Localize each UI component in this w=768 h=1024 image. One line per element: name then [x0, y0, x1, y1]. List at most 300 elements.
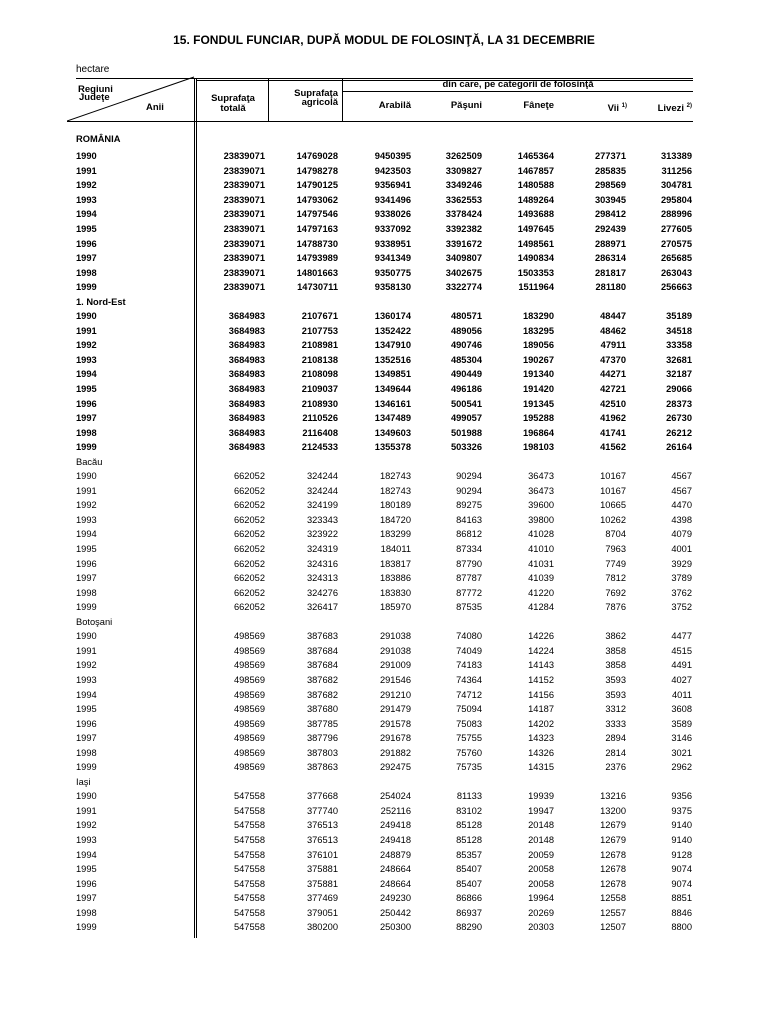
pastures-cell: 74080	[456, 631, 482, 642]
arable-cell: 248879	[379, 849, 411, 860]
arable-cell: 183817	[379, 558, 411, 569]
arable-cell: 249418	[379, 834, 411, 845]
table-row	[76, 513, 692, 528]
agricultural-area-cell: 324199	[306, 500, 338, 511]
total-area-cell: 23839071	[223, 180, 265, 191]
year-cell: 1994	[76, 369, 97, 380]
header-agricultural-line2: agricolă	[301, 97, 338, 108]
orchards-cell: 3752	[671, 602, 692, 613]
table-row	[76, 600, 692, 615]
year-cell: 1990	[76, 791, 97, 802]
hayfields-cell: 198103	[522, 442, 554, 453]
header-orchards	[620, 101, 692, 114]
year-cell: 1998	[76, 747, 97, 758]
vineyards-cell: 3858	[605, 660, 626, 671]
hayfields-cell: 196864	[522, 427, 554, 438]
arable-cell: 1360174	[374, 311, 411, 322]
agricultural-area-cell: 387682	[306, 674, 338, 685]
total-area-cell: 498569	[233, 689, 265, 700]
table-row	[76, 498, 692, 513]
arable-cell: 183830	[379, 587, 411, 598]
hayfields-cell: 1511964	[518, 282, 554, 293]
header-stub-anii: Anii	[146, 102, 164, 113]
vineyards-cell: 281817	[594, 267, 626, 278]
section-header-row	[76, 454, 692, 469]
total-area-cell: 547558	[233, 805, 265, 816]
pastures-cell: 85407	[456, 878, 482, 889]
arable-cell: 291678	[379, 733, 411, 744]
table-row	[76, 644, 692, 659]
hayfields-cell: 191420	[522, 384, 554, 395]
hayfields-cell: 190267	[522, 354, 554, 365]
agricultural-area-cell: 2108098	[301, 369, 338, 380]
orchards-cell: 295804	[660, 194, 692, 205]
table-row	[76, 440, 692, 455]
section-label: 1. Nord-Est	[76, 296, 126, 307]
hayfields-cell: 41031	[528, 558, 554, 569]
hayfields-cell: 195288	[522, 413, 554, 424]
agricultural-area-cell: 324244	[306, 485, 338, 496]
table-row	[76, 862, 692, 877]
year-cell: 1993	[76, 674, 97, 685]
agricultural-area-cell: 387863	[306, 762, 338, 773]
arable-cell: 1347489	[374, 413, 411, 424]
pastures-cell: 3309827	[445, 165, 482, 176]
table-row	[76, 484, 692, 499]
pastures-cell: 3409807	[445, 253, 482, 264]
hayfields-cell: 1465364	[517, 151, 554, 162]
table-row	[76, 818, 692, 833]
total-area-cell: 662052	[233, 573, 265, 584]
table-row	[76, 658, 692, 673]
agricultural-area-cell: 375881	[306, 864, 338, 875]
vineyards-cell: 298412	[594, 209, 626, 220]
pastures-cell: 3402675	[445, 267, 482, 278]
table-row	[76, 716, 692, 731]
table-row	[76, 469, 692, 484]
hayfields-cell: 1467857	[517, 165, 554, 176]
arable-cell: 182743	[379, 471, 411, 482]
arable-cell: 1352516	[374, 354, 411, 365]
agricultural-area-cell: 387684	[306, 660, 338, 671]
vineyards-cell: 8704	[605, 529, 626, 540]
table-row	[76, 920, 692, 935]
header-agricultural-line1: Suprafaţa	[294, 88, 338, 99]
orchards-cell: 32681	[666, 354, 692, 365]
total-area-cell: 23839071	[223, 165, 265, 176]
pastures-cell: 490746	[450, 340, 482, 351]
orchards-cell: 263043	[660, 267, 692, 278]
total-area-cell: 662052	[233, 471, 265, 482]
total-area-cell: 3684983	[228, 427, 265, 438]
orchards-cell: 3929	[671, 558, 692, 569]
hayfields-cell: 1480588	[517, 180, 554, 191]
vineyards-cell: 3312	[605, 704, 626, 715]
vineyards-cell: 10167	[600, 471, 626, 482]
vineyards-cell: 12678	[600, 849, 626, 860]
header-total: Suprafaţa totală	[211, 93, 255, 114]
vineyards-cell: 44271	[600, 369, 626, 380]
total-area-cell: 3684983	[228, 311, 265, 322]
hayfields-cell: 189056	[522, 340, 554, 351]
orchards-cell: 3789	[671, 573, 692, 584]
header-group: din care, pe categorii de folosinţă	[442, 79, 594, 90]
year-cell: 1996	[76, 718, 97, 729]
orchards-cell: 4567	[671, 471, 692, 482]
arable-cell: 182743	[379, 485, 411, 496]
agricultural-area-cell: 377668	[306, 791, 338, 802]
orchards-cell: 3589	[671, 718, 692, 729]
land-use-table	[76, 129, 692, 935]
total-area-cell: 3684983	[228, 340, 265, 351]
hayfields-cell: 1489264	[517, 194, 554, 205]
arable-cell: 291038	[379, 645, 411, 656]
year-cell: 1999	[76, 762, 97, 773]
table-row	[76, 571, 692, 586]
orchards-cell: 277605	[660, 224, 692, 234]
table-row	[76, 556, 692, 571]
orchards-cell: 26164	[666, 442, 692, 453]
agricultural-area-cell: 2108981	[301, 340, 338, 351]
table-row	[76, 673, 692, 688]
vineyards-cell: 12679	[600, 834, 626, 845]
header-arable: Arabilă	[378, 100, 411, 111]
agricultural-area-cell: 14797163	[296, 224, 338, 234]
table-row	[76, 585, 692, 600]
pastures-cell: 81133	[456, 791, 482, 802]
arable-cell: 291546	[379, 674, 411, 685]
hayfields-cell: 191340	[522, 369, 554, 380]
arable-cell: 185970	[379, 602, 411, 613]
agricultural-area-cell: 387803	[306, 747, 338, 758]
vineyards-cell: 3858	[605, 645, 626, 656]
orchards-cell: 9375	[671, 805, 692, 816]
header-vineyards-label: Vii	[607, 103, 620, 115]
vineyards-cell: 2814	[605, 747, 626, 758]
agricultural-area-cell: 323922	[306, 529, 338, 540]
total-area-cell: 662052	[233, 514, 265, 525]
total-area-cell: 498569	[233, 704, 265, 715]
year-cell: 1995	[76, 544, 97, 555]
total-area-cell: 662052	[233, 558, 265, 569]
table-row	[76, 367, 692, 382]
year-cell: 1997	[76, 573, 97, 584]
arable-cell: 291038	[379, 631, 411, 642]
section-label: ROMÂNIA	[76, 134, 121, 144]
total-area-cell: 547558	[233, 922, 265, 933]
agricultural-area-cell: 387785	[306, 718, 338, 729]
agricultural-area-cell: 387680	[306, 704, 338, 715]
agricultural-area-cell: 14730711	[297, 282, 338, 293]
table-row	[76, 527, 692, 542]
total-area-cell: 498569	[233, 762, 265, 773]
table-row	[76, 905, 692, 920]
agricultural-area-cell: 324244	[306, 471, 338, 482]
year-cell: 1991	[76, 325, 97, 336]
agricultural-area-cell: 324316	[306, 558, 338, 569]
table-row	[76, 702, 692, 717]
hayfields-cell: 20303	[528, 922, 554, 933]
hayfields-cell: 41010	[528, 544, 554, 555]
orchards-cell: 9140	[671, 834, 692, 845]
vineyards-cell: 42510	[600, 398, 626, 409]
table-row	[76, 542, 692, 557]
orchards-cell: 4027	[671, 674, 692, 685]
hayfields-cell: 1498561	[517, 238, 554, 249]
agricultural-area-cell: 2110526	[302, 413, 338, 424]
total-area-cell: 23839071	[223, 224, 265, 234]
year-cell: 1991	[76, 485, 97, 496]
year-cell: 1994	[76, 849, 97, 860]
total-area-cell: 3684983	[228, 354, 265, 365]
hayfields-cell: 14323	[528, 733, 554, 744]
agricultural-area-cell: 2109037	[301, 384, 338, 395]
vineyards-cell: 12558	[600, 893, 626, 904]
arable-cell: 184720	[379, 514, 411, 525]
vineyards-cell: 12678	[600, 864, 626, 875]
year-cell: 1993	[76, 834, 97, 845]
year-cell: 1996	[76, 558, 97, 569]
vineyards-cell: 3862	[605, 631, 626, 642]
hayfields-cell: 20148	[528, 834, 554, 845]
section-header-row	[76, 294, 692, 309]
section-header-row	[76, 615, 692, 630]
vineyards-cell: 2894	[605, 733, 626, 744]
total-area-cell: 547558	[233, 849, 265, 860]
vineyards-cell: 7692	[605, 587, 626, 598]
year-cell: 1994	[76, 529, 97, 540]
year-cell: 1997	[76, 893, 97, 904]
total-area-cell: 498569	[233, 645, 265, 656]
orchards-cell: 32187	[666, 369, 692, 380]
total-area-cell: 498569	[233, 733, 265, 744]
table-row	[76, 324, 692, 339]
hayfields-cell: 1497645	[517, 224, 554, 234]
arable-cell: 254024	[379, 791, 411, 802]
hayfields-cell: 41028	[528, 529, 554, 540]
year-cell: 1995	[76, 704, 97, 715]
total-area-cell: 3684983	[228, 413, 265, 424]
hayfields-cell: 19964	[528, 893, 554, 904]
agricultural-area-cell: 14769028	[296, 151, 338, 162]
pastures-cell: 85128	[456, 834, 482, 845]
arable-cell: 248664	[379, 878, 411, 889]
vineyards-cell: 285835	[594, 165, 626, 176]
orchards-cell: 3146	[671, 733, 692, 744]
orchards-cell: 311256	[661, 165, 692, 176]
column-divider-total	[268, 78, 269, 121]
arable-cell: 1346161	[374, 398, 411, 409]
vineyards-cell: 7963	[605, 544, 626, 555]
year-cell: 1994	[76, 209, 97, 220]
vineyards-cell: 303945	[594, 194, 626, 205]
table-row	[76, 149, 692, 164]
total-area-cell: 662052	[233, 544, 265, 555]
hayfields-cell: 14315	[528, 762, 554, 773]
orchards-cell: 3608	[671, 704, 692, 715]
hayfields-cell: 14224	[528, 645, 554, 656]
vineyards-cell: 7812	[605, 573, 626, 584]
total-area-cell: 547558	[233, 878, 265, 889]
table-row	[76, 164, 692, 179]
total-area-cell: 547558	[233, 864, 265, 875]
year-cell: 1990	[76, 151, 97, 162]
total-area-cell: 23839071	[223, 151, 265, 162]
vineyards-cell: 13216	[600, 791, 626, 802]
orchards-cell: 3021	[671, 747, 692, 758]
vineyards-cell: 47370	[600, 354, 626, 365]
total-area-cell: 3684983	[228, 398, 265, 409]
orchards-cell: 26730	[666, 413, 692, 424]
table-row	[76, 222, 692, 237]
total-area-cell: 3684983	[228, 369, 265, 380]
agricultural-area-cell: 2116408	[302, 427, 338, 438]
table-row	[76, 265, 692, 280]
agricultural-area-cell: 324319	[306, 544, 338, 555]
agricultural-area-cell: 326417	[306, 602, 338, 613]
vineyards-cell: 288971	[594, 238, 626, 249]
header-stub-judete: Judeţe	[79, 92, 110, 103]
year-cell: 1990	[76, 471, 97, 482]
orchards-cell: 35189	[666, 311, 692, 322]
table-row	[76, 804, 692, 819]
hayfields-cell: 183290	[522, 311, 554, 322]
hayfields-cell: 1490834	[517, 253, 554, 264]
pastures-cell: 75735	[456, 762, 482, 773]
table-row	[76, 207, 692, 222]
agricultural-area-cell: 14798278	[296, 165, 338, 176]
table-row	[76, 876, 692, 891]
arable-cell: 9358130	[374, 282, 411, 293]
hayfields-cell: 19939	[528, 791, 554, 802]
table-row	[76, 178, 692, 193]
agricultural-area-cell: 324313	[306, 573, 338, 584]
hayfields-cell: 39800	[528, 514, 554, 525]
vineyards-cell: 286314	[594, 253, 626, 264]
orchards-cell: 265685	[660, 253, 692, 264]
pastures-cell: 480571	[450, 311, 482, 322]
vineyards-cell: 298569	[594, 180, 626, 191]
year-cell: 1997	[76, 253, 97, 264]
agricultural-area-cell: 377469	[306, 893, 338, 904]
vineyards-cell: 47911	[600, 340, 626, 351]
table-row	[76, 251, 692, 266]
agricultural-area-cell: 387684	[306, 645, 338, 656]
orchards-cell: 9074	[671, 864, 692, 875]
total-area-cell: 662052	[233, 500, 265, 511]
arable-cell: 252116	[380, 805, 411, 816]
pastures-cell: 87334	[456, 544, 482, 555]
vineyards-cell: 292439	[594, 224, 626, 234]
year-cell: 1999	[76, 922, 97, 933]
vineyards-cell: 48447	[600, 311, 626, 322]
total-area-cell: 547558	[233, 893, 265, 904]
total-area-cell: 547558	[233, 791, 265, 802]
total-area-cell: 662052	[233, 485, 265, 496]
year-cell: 1996	[76, 238, 97, 249]
year-cell: 1993	[76, 194, 97, 205]
hayfields-cell: 39600	[528, 500, 554, 511]
table-row	[76, 193, 692, 208]
vineyards-cell: 2376	[605, 762, 626, 773]
arable-cell: 291882	[379, 747, 411, 758]
vineyards-cell: 42721	[600, 384, 626, 395]
arable-cell: 291009	[379, 660, 411, 671]
year-cell: 1991	[76, 805, 97, 816]
arable-cell: 9350775	[374, 267, 411, 278]
total-area-cell: 23839071	[223, 253, 265, 264]
agricultural-area-cell: 14788730	[296, 238, 338, 249]
pastures-cell: 75083	[456, 718, 482, 729]
agricultural-area-cell: 14793062	[296, 194, 338, 205]
arable-cell: 1349644	[374, 384, 411, 395]
unit-label: hectare	[76, 64, 110, 75]
header-vineyards	[554, 101, 627, 114]
year-cell: 1991	[76, 165, 97, 176]
vineyards-cell: 3333	[605, 718, 626, 729]
table-body	[76, 129, 692, 935]
arable-cell: 9341496	[374, 194, 411, 205]
agricultural-area-cell: 379051	[306, 907, 338, 918]
vineyards-cell: 41562	[600, 442, 626, 453]
table-title: 15. FONDUL FUNCIAR, DUPĂ MODUL DE FOLOSINŢĂ, LA 31 DECEMBRIE	[173, 33, 595, 47]
agricultural-area-cell: 375881	[306, 878, 338, 889]
arable-cell: 183299	[379, 529, 411, 540]
orchards-cell: 28373	[666, 398, 692, 409]
orchards-cell: 9074	[671, 878, 692, 889]
total-area-cell: 23839071	[223, 267, 265, 278]
pastures-cell: 499057	[450, 413, 482, 424]
vineyards-cell: 12678	[600, 878, 626, 889]
arable-cell: 249230	[379, 893, 411, 904]
pastures-cell: 88290	[456, 922, 482, 933]
total-area-cell: 23839071	[223, 282, 265, 293]
table-row	[76, 338, 692, 353]
agricultural-area-cell: 2108138	[301, 354, 338, 365]
pastures-cell: 3349246	[445, 180, 482, 191]
orchards-cell: 33358	[666, 340, 692, 351]
vineyards-cell: 10167	[600, 485, 626, 496]
pastures-cell: 87790	[456, 558, 482, 569]
pastures-cell: 85128	[456, 820, 482, 831]
vineyards-cell: 13200	[600, 805, 626, 816]
orchards-cell: 26212	[666, 427, 692, 438]
section-header-row	[76, 129, 692, 149]
agricultural-area-cell: 324276	[306, 587, 338, 598]
table-row	[76, 396, 692, 411]
orchards-cell: 288996	[660, 209, 692, 220]
vineyards-cell: 3593	[605, 689, 626, 700]
total-area-cell: 23839071	[223, 209, 265, 220]
arable-cell: 9337092	[374, 224, 411, 234]
vineyards-cell: 48462	[600, 325, 626, 336]
table-row	[76, 833, 692, 848]
year-cell: 1996	[76, 878, 97, 889]
orchards-cell: 4491	[671, 660, 692, 671]
agricultural-area-cell: 14801663	[296, 267, 338, 278]
pastures-cell: 86866	[456, 893, 482, 904]
table-row	[76, 309, 692, 324]
pastures-cell: 85357	[456, 849, 482, 860]
year-cell: 1993	[76, 514, 97, 525]
hayfields-cell: 14152	[528, 674, 554, 685]
vineyards-cell: 12679	[600, 820, 626, 831]
header-stub-regiuni: Regiuni	[78, 84, 113, 95]
year-cell: 1998	[76, 267, 97, 278]
arable-cell: 291578	[379, 718, 411, 729]
vineyards-cell: 12557	[600, 907, 626, 918]
section-header-row	[76, 775, 692, 790]
